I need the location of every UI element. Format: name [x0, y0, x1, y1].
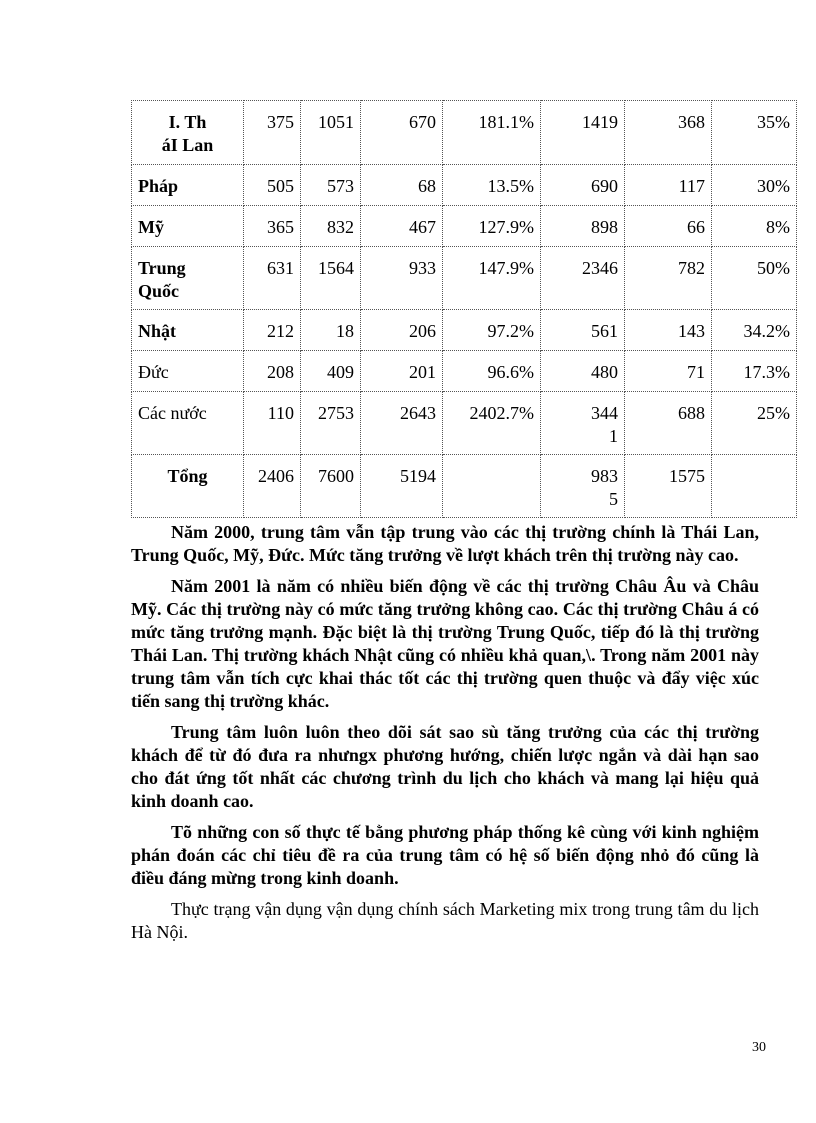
value-cell: 573	[301, 165, 361, 206]
value-cell: 2406	[244, 455, 301, 518]
value-cell: 1564	[301, 247, 361, 310]
value-cell	[712, 455, 797, 518]
value-cell: 409	[301, 351, 361, 392]
value-cell: 782	[625, 247, 712, 310]
paragraph: Thực trạng vận dụng vận dụng chính sách Marketing mix trong trung tâm du lịch Hà Nội.	[131, 899, 759, 942]
value-cell: 2402.7%	[443, 392, 541, 455]
value-cell: 983 5	[541, 455, 625, 518]
value-cell: 467	[361, 206, 443, 247]
market-name-cell: Tổng	[132, 455, 244, 518]
page-number: 30	[752, 1040, 766, 1055]
value-cell: 1575	[625, 455, 712, 518]
value-cell: 2753	[301, 392, 361, 455]
value-cell: 631	[244, 247, 301, 310]
value-cell: 212	[244, 310, 301, 351]
value-cell: 17.3%	[712, 351, 797, 392]
market-name-cell: Trung Quốc	[132, 247, 244, 310]
table-row	[132, 206, 797, 247]
value-cell: 690	[541, 165, 625, 206]
value-cell: 97.2%	[443, 310, 541, 351]
value-cell: 2643	[361, 392, 443, 455]
paragraph: Trung tâm luôn luôn theo dõi sát sao sù tăng trưởng của các thị trường khách để từ đó đưa ra nhưngx phương hướng, chiến lược ngắn và dài hạn sao cho đát ứng tốt nhất các chương trình du lịch cho khách và mang lại hiệu quả kinh doanh cao.	[131, 722, 759, 811]
value-cell: 13.5%	[443, 165, 541, 206]
value-cell: 688	[625, 392, 712, 455]
value-cell: 25%	[712, 392, 797, 455]
table-row	[132, 392, 797, 455]
paragraph: Năm 2001 là năm có nhiều biến động về các thị trường Châu Âu và Châu Mỹ. Các thị trường này có mức tăng trưởng không cao. Các thị trường Châu á có mức tăng trưởng mạnh. Đặc biệt là thị trường Trung Quốc, tiếp đó là thị trường Thái Lan. Thị trường khách Nhật cũng có nhiều khả quan,\. Trong năm 2001 này trung tâm vẫn tích cực khai thác tốt các thị trường quen thuộc và đẩy việc xúc tiến sang thị trường khác.	[131, 576, 759, 711]
value-cell: 127.9%	[443, 206, 541, 247]
value-cell: 8%	[712, 206, 797, 247]
value-cell	[443, 455, 541, 518]
value-cell: 670	[361, 101, 443, 165]
value-cell: 30%	[712, 165, 797, 206]
value-cell: 66	[625, 206, 712, 247]
market-name-cell: I. Th áI Lan	[132, 101, 244, 165]
paragraph: Năm 2000, trung tâm vẫn tập trung vào các thị trường chính là Thái Lan, Trung Quốc, Mỹ, Đức. Mức tăng trưởng về lượt khách trên thị trường này cao.	[131, 522, 759, 565]
value-cell: 933	[361, 247, 443, 310]
table-row	[132, 455, 797, 518]
value-cell: 505	[244, 165, 301, 206]
value-cell: 2346	[541, 247, 625, 310]
market-name-cell: Nhật	[132, 310, 244, 351]
table-row	[132, 101, 797, 165]
value-cell: 7600	[301, 455, 361, 518]
value-cell: 344 1	[541, 392, 625, 455]
value-cell: 117	[625, 165, 712, 206]
market-name-cell: Đức	[132, 351, 244, 392]
value-cell: 35%	[712, 101, 797, 165]
value-cell: 68	[361, 165, 443, 206]
value-cell: 147.9%	[443, 247, 541, 310]
value-cell: 208	[244, 351, 301, 392]
value-cell: 898	[541, 206, 625, 247]
value-cell: 71	[625, 351, 712, 392]
market-name-cell: Mỹ	[132, 206, 244, 247]
value-cell: 365	[244, 206, 301, 247]
table-row	[132, 165, 797, 206]
market-statistics-table	[131, 100, 797, 518]
value-cell: 1419	[541, 101, 625, 165]
value-cell: 832	[301, 206, 361, 247]
value-cell: 201	[361, 351, 443, 392]
value-cell: 110	[244, 392, 301, 455]
body-text	[131, 521, 759, 952]
table-row	[132, 351, 797, 392]
paragraph: Tõ những con số thực tế bằng phương pháp thống kê cùng với kinh nghiệm phán đoán các chỉ tiêu đề ra của trung tâm có hệ số biến động nhỏ đó cũng là điều đáng mừng trong kinh doanh.	[131, 822, 759, 888]
market-name-cell: Các nước	[132, 392, 244, 455]
value-cell: 143	[625, 310, 712, 351]
value-cell: 480	[541, 351, 625, 392]
value-cell: 181.1%	[443, 101, 541, 165]
value-cell: 1051	[301, 101, 361, 165]
value-cell: 50%	[712, 247, 797, 310]
table-row	[132, 247, 797, 310]
value-cell: 18	[301, 310, 361, 351]
value-cell: 96.6%	[443, 351, 541, 392]
value-cell: 375	[244, 101, 301, 165]
value-cell: 206	[361, 310, 443, 351]
value-cell: 368	[625, 101, 712, 165]
market-name-cell: Pháp	[132, 165, 244, 206]
value-cell: 561	[541, 310, 625, 351]
table-row	[132, 310, 797, 351]
value-cell: 5194	[361, 455, 443, 518]
value-cell: 34.2%	[712, 310, 797, 351]
